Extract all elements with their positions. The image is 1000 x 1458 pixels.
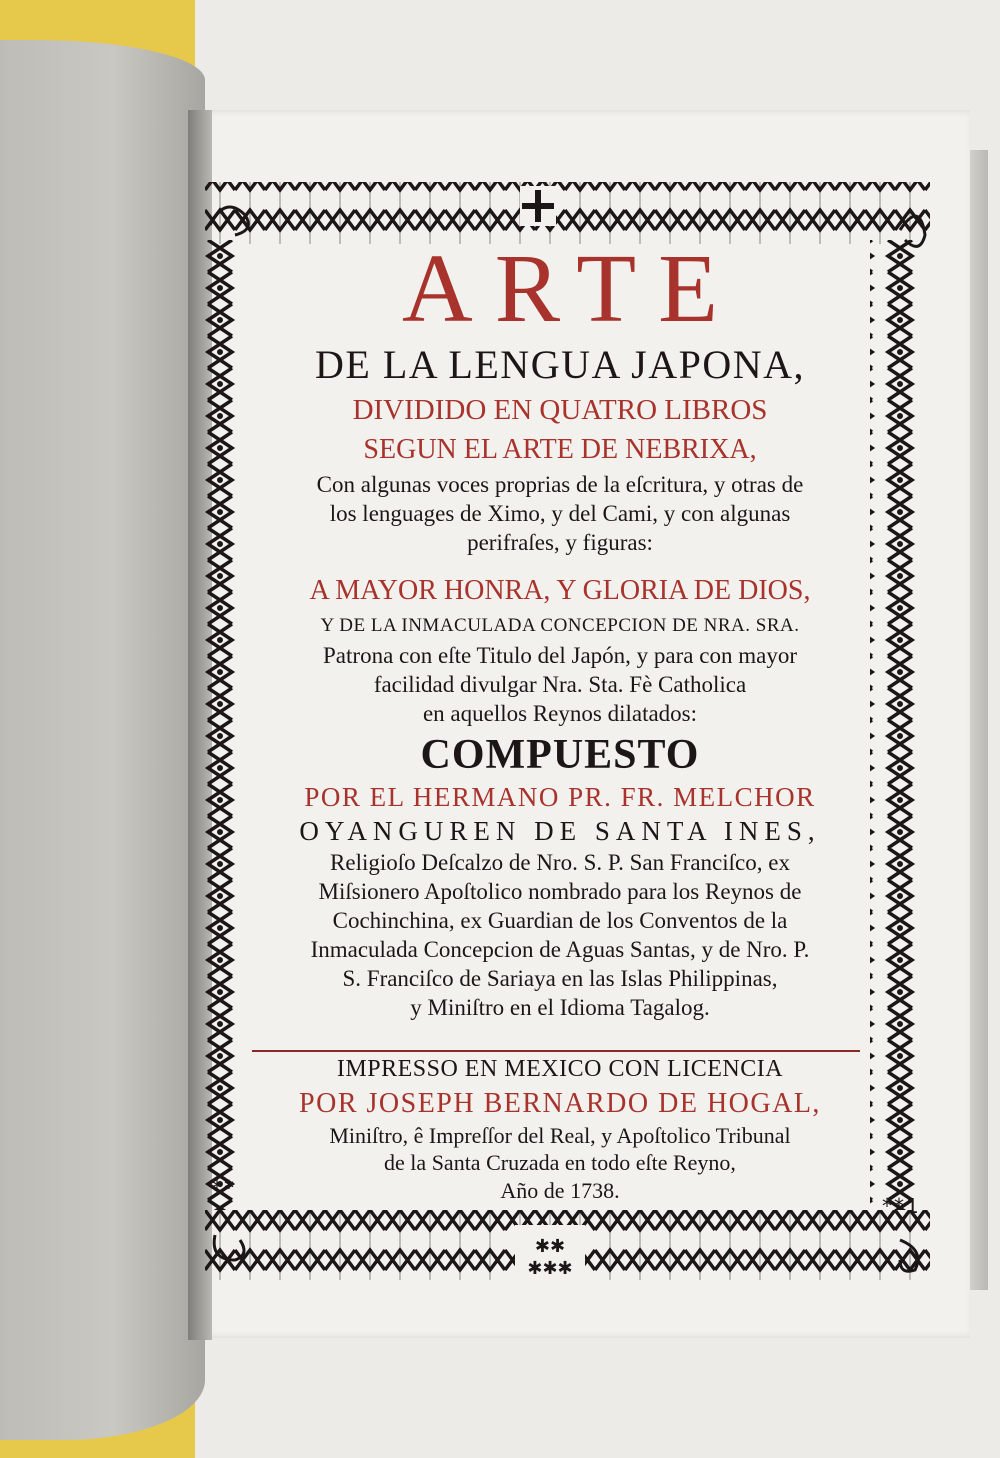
imprint-line-1: IMPRESSO EN MEXICO CON LICENCIA: [336, 1056, 784, 1082]
author-description-line: y Miniſtro en el Idioma Tagalog.: [410, 995, 710, 1020]
main-title: ARTE: [402, 235, 740, 343]
dedication-heading: A MAYOR HONRA, Y GLORIA DE DIOS,: [309, 575, 811, 606]
red-divider-rule: [252, 1050, 860, 1052]
author-description-line: Cochinchina, ex Guardian de los Conventos de la: [332, 908, 788, 933]
svg-text:✱✱✱: ✱✱✱: [527, 1258, 573, 1279]
title-line-3: DIVIDIDO EN QUATRO LIBROS: [352, 394, 768, 426]
cross-ornament-icon: [520, 186, 556, 226]
imprint-line: Miniſtro, ê Impreſſor del Real, y Apoſtolico Tribunal: [329, 1123, 791, 1148]
dedication-line: facilidad divulgar Nra. Sta. Fè Catholica: [373, 672, 747, 697]
border-left: [205, 240, 245, 1210]
dedication-line: en aquellos Reynos dilatados:: [422, 701, 698, 726]
author-description-line: Inmaculada Concepcion de Aguas Santas, y de Nro. P.: [310, 937, 810, 962]
star-cluster-ornament-icon: [515, 1225, 585, 1285]
intro-line: los lenguages de Ximo, y del Cami, y con algunas: [329, 501, 791, 526]
title-page-text: [240, 235, 880, 1206]
dedication-subheading: Y DE LA INMACULADA CONCEPCION DE NRA. SRA.: [320, 615, 800, 636]
author-line-2: OYANGUREN DE SANTA INES,: [299, 816, 821, 846]
imprint-year: Año de 1738.: [500, 1178, 620, 1203]
signature-mark-right: **1: [882, 1194, 921, 1218]
imprint-printer: POR JOSEPH BERNARDO DE HOGAL,: [299, 1088, 821, 1119]
intro-line: perifraſes, y figuras:: [467, 530, 653, 555]
compuesto-heading: COMPUESTO: [420, 732, 700, 778]
signature-mark-left: **: [212, 1176, 236, 1200]
title-line-4: SEGUN EL ARTE DE NEBRIXA,: [363, 434, 757, 465]
imprint-line: de la Santa Cruzada en todo eſte Reyno,: [384, 1150, 736, 1175]
author-description-line: S. Franciſco de Sariaya en las Islas Philippinas,: [342, 966, 778, 991]
intro-line: Con algunas voces proprias de la eſcritura, y otras de: [316, 472, 804, 497]
svg-text:✱✱: ✱✱: [534, 1236, 566, 1257]
author-description-line: Religioſo Deſcalzo de Nro. S. P. San Franciſco, ex: [330, 850, 790, 875]
author-line-1: POR EL HERMANO PR. FR. MELCHOR: [304, 782, 816, 812]
title-line-2: DE LA LENGUA JAPONA,: [315, 342, 805, 387]
author-description-line: Miſsionero Apoſtolico nombrado para los Reynos de: [318, 879, 802, 904]
dedication-line: Patrona con eſte Titulo del Japón, y para con mayor: [323, 643, 797, 668]
